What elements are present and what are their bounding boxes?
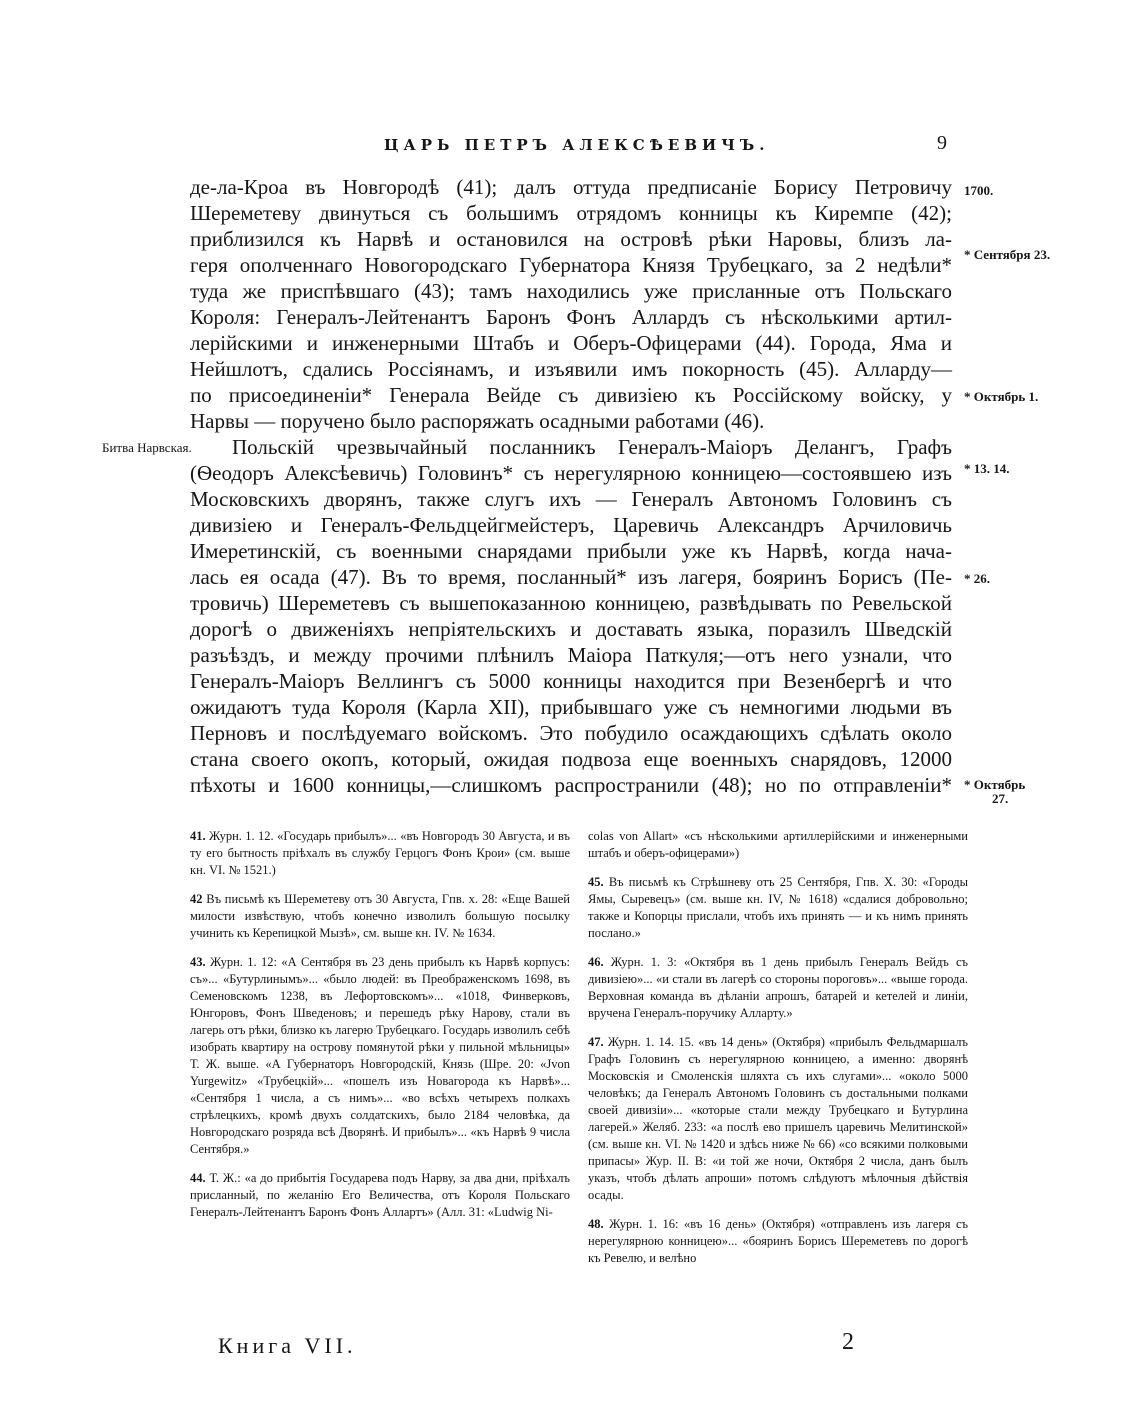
footnote bbox=[588, 1034, 968, 1204]
footnote bbox=[588, 1216, 968, 1267]
book-label: Книга VII. bbox=[218, 1333, 357, 1358]
text-line: Шереметеву двинуться съ большимъ отрядомъ конницы къ Киремпе (42); bbox=[190, 201, 952, 225]
footnote-number: 44. bbox=[190, 1171, 206, 1185]
margin-date-oct27-day: 27. bbox=[992, 791, 1009, 806]
footnote-text: Журн. 1. 3: «Октября въ 1 день прибылъ Генералъ Вейдъ съ дивизіею»... «и стали въ лагерѣ со стороны пороговъ»... «выше города. Верховная команда въ дѣланіи апрошъ, батарей и кетелей и линіи, вручена Генералъ-поручику Алларту.» bbox=[588, 955, 968, 1020]
text-line: лась ея осада (47). Въ то время, посланный* изъ лагеря, бояринъ Борисъ (Пе- bbox=[190, 565, 952, 589]
text-line: Генералъ-Маіоръ Веллингъ съ 5000 конницы находится при Везенбергѣ и что bbox=[190, 669, 952, 693]
text-line: Короля: Генералъ-Лейтенантъ Баронъ Фонъ Аллардъ съ нѣсколькими артил- bbox=[190, 305, 952, 329]
margin-date-1314: * 13. 14. bbox=[964, 461, 1010, 476]
footnote-text: Въ письмѣ къ Шереметеву отъ 30 Августа, Гпв. х. 28: «Еще Вашей милости извѣствую, чтобъ конечно изволилъ большую посылку учинить къ Керепицкой Мызѣ», см. выше кн. IV. № 1634. bbox=[190, 892, 570, 940]
text-line: Имеретинскій, съ военными снарядами прибыли уже къ Нарвѣ, когда нача- bbox=[190, 539, 952, 563]
margin-date-oct27-month: * Октябрь bbox=[964, 777, 1026, 792]
margin-battle-note: Битва Нарвская. bbox=[102, 440, 192, 455]
margin-date-26: * 26. bbox=[964, 571, 990, 586]
footnote bbox=[190, 1170, 570, 1221]
text-line: Нарвы — поручено было распоряжать осадными работами (46). bbox=[190, 409, 765, 433]
footnote-number: 47. bbox=[588, 1035, 604, 1049]
footnote-number: 42 bbox=[190, 892, 203, 906]
footnote-text: Въ письмѣ къ Стрѣшневу отъ 25 Сентября, Гпв. Х. 30: «Городы Ямы, Сыревецъ» (см. выше кн. IV, № 1618) «сдалися добровольно; также и Копорцы прислали, чтобъ ихъ принять — и къ нимъ принять послано.» bbox=[588, 875, 968, 940]
footnote-text: Журн. 1. 12. «Государь прибылъ»... «въ Новгородъ 30 Августа, и въ ту его бытность пріѣхалъ въ службу Герцогъ Фонъ Крои» (см. выше кн. VI. № 1521.) bbox=[190, 829, 570, 877]
page-number: 9 bbox=[937, 132, 947, 154]
text-line: разъѣздъ, и между прочими плѣнилъ Маіора Паткуля;—отъ него узнали, что bbox=[190, 643, 952, 667]
text-line: тровичь) Шереметевъ съ вышепоказанною конницею, развѣдывать по Ревельской bbox=[190, 591, 952, 615]
footnote bbox=[190, 891, 570, 942]
text-line: Польскій чрезвычайный посланникъ Генералъ-Маіоръ Делангъ, Графъ bbox=[232, 435, 952, 459]
text-line: лерійскими и инженерными Штабъ и Оберъ-Офицерами (44). Города, Яма и bbox=[190, 331, 952, 355]
text-line: геря ополченнаго Новогородскаго Губернатора Князя Трубецкаго, за 2 недѣли* bbox=[190, 253, 952, 277]
footnote-text: colas von Allart» «съ нѣсколькими артиллерійскими и инженерными штабъ и оберъ-офицерами») bbox=[588, 829, 968, 860]
running-title: ЦАРЬ ПЕТРЪ АЛЕКСѢЕВИЧЪ. bbox=[384, 136, 770, 154]
text-line: туда же приспѣвшаго (43); тамъ находились уже присланные отъ Польскаго bbox=[190, 279, 952, 303]
text-line: дорогѣ о движеніяхъ непріятельскихъ и доставать языка, поразилъ Шведскій bbox=[190, 617, 952, 641]
footnote bbox=[190, 828, 570, 879]
footnote bbox=[588, 828, 968, 862]
footnote bbox=[588, 954, 968, 1022]
text-line: (Ѳеодоръ Алексѣевичь) Головинъ* съ нерегулярною конницею—состоявшею изъ bbox=[190, 461, 952, 485]
text-line: пѣхоты и 1600 конницы,—слишкомъ распространили (48); но по отправленіи* bbox=[190, 773, 952, 797]
text-line: по присоединеніи* Генерала Вейде съ дивизіею къ Россійскому войску, у bbox=[190, 383, 952, 407]
signature-mark: 2 bbox=[842, 1329, 854, 1355]
margin-date-oct1: * Октябрь 1. bbox=[964, 389, 1039, 404]
footnote-number: 48. bbox=[588, 1217, 604, 1231]
footnote-text: Журн. 1. 12: «А Сентября въ 23 день прибылъ къ Нарвѣ корпусъ: съ»... «Бутурлинымъ»... «было людей: въ Преображенскомъ 1698, въ Семеновскомъ 1238, въ Лефортовскомъ»... «1018, Финверковъ, Юнгоровъ, Фонъ Шведеновъ; и перешедъ рѣку Нарову, стали въ лагерь отъ рѣки, близко къ лагерю Трубецкаго. Государь изволилъ себѣ изобрать квартиру на острову помянутой рѣки у пильной мѣльницы» Т. Ж. выше. «А Губернаторъ Новгородскій, Князь (Шре. 20: «Jvon Yurgewitz» «Трубецкій»... «пошелъ изъ Новагорода къ Нарвѣ»... «Сентября 1 числа, а съ нимъ»... «во всѣхъ четырехъ полкахъ стрѣлецкихъ, кромѣ двухъ солдатскихъ, было 2184 человѣка, да Новгородскаго розряда всѣ Дворянѣ. И прибылъ»... «къ Нарвѣ 9 числа Сентября.» bbox=[190, 955, 570, 1156]
footnote-number: 45. bbox=[588, 875, 604, 889]
footnote bbox=[588, 874, 968, 942]
text-line: стана своего окопъ, который, ожидая подвоза еще военныхъ снарядовъ, 12000 bbox=[190, 747, 952, 771]
margin-year: 1700. bbox=[964, 183, 994, 198]
footnotes-right-column bbox=[588, 828, 968, 1279]
main-text bbox=[190, 174, 952, 798]
footnote-text: Журн. 1. 16: «въ 16 день» (Октября) «отправленъ изъ лагеря съ нерегулярною конницею»... «бояринъ Борисъ Шереметевъ по дорогѣ къ Ревелю, и велѣно bbox=[588, 1217, 969, 1265]
footnote-text: Т. Ж.: «а до прибытія Государева подъ Нарву, за два дни, пріѣхалъ присланный, по желанію Его Величества, отъ Короля Польскаго Генералъ-Лейтенантъ Баронъ Фонъ Аллартъ» (Алл. 31: «Ludwig Ni- bbox=[190, 1171, 571, 1219]
text-line: ожидаютъ туда Короля (Карла XII), прибывшаго уже съ немногими людьми въ bbox=[190, 695, 952, 719]
text-line: приблизился къ Нарвѣ и остановился на островѣ рѣки Наровы, близъ ла- bbox=[190, 227, 952, 251]
margin-date-sep23: * Сентября 23. bbox=[964, 247, 1051, 262]
footnote-text: Журн. 1. 14. 15. «въ 14 день» (Октября) «прибылъ Фельдмаршалъ Графъ Головинъ съ нерегулярною конницею, а именно: дворянѣ Московскія и Смоленскія шляхта съ ихъ слугами»... «около 5000 человѣкъ; да Генералъ Автономъ Головинъ съ достальными полками своей дивизіи»... «которые стали между Трубецкаго и Бутурлина лагерей.» Желяб. 233: «а послѣ ево пришелъ царевичь Мелитинской» (см. выше кн. VI. № 1420 и здѣсь ниже № 66) «со всякими полковыми припасы» Жур. II. В: «и той же ночи, Октября 2 числа, данъ былъ указъ, чтобъ дѣлать апроши» потомъ слѣдуютъ мѣлочныя дѣйствія осады. bbox=[588, 1035, 969, 1202]
text-line: Московскихъ дворянъ, также слугъ ихъ — Генералъ Автономъ Головинъ съ bbox=[190, 487, 952, 511]
text-line: де-ла-Кроа въ Новгородѣ (41); далъ оттуда предписаніе Борису Петровичу bbox=[190, 175, 952, 199]
footnote-number: 41. bbox=[190, 829, 206, 843]
margin-date-oct27 bbox=[964, 778, 1025, 806]
footnote-number: 46. bbox=[588, 955, 604, 969]
footnote bbox=[190, 954, 570, 1158]
text-line: Перновъ и послѣдуемаго войскомъ. Это побудило осаждающихъ сдѣлать около bbox=[190, 721, 952, 745]
text-line: Нейшлотъ, сдались Россіянамъ, и изъявили имъ покорность (45). Алларду— bbox=[190, 357, 952, 381]
footnote-number: 43. bbox=[190, 955, 206, 969]
footnotes-left-column bbox=[190, 828, 570, 1233]
text-line: дивизіею и Генералъ-Фельдцейгмейстеръ, Царевичь Александръ Арчиловичь bbox=[190, 513, 952, 537]
